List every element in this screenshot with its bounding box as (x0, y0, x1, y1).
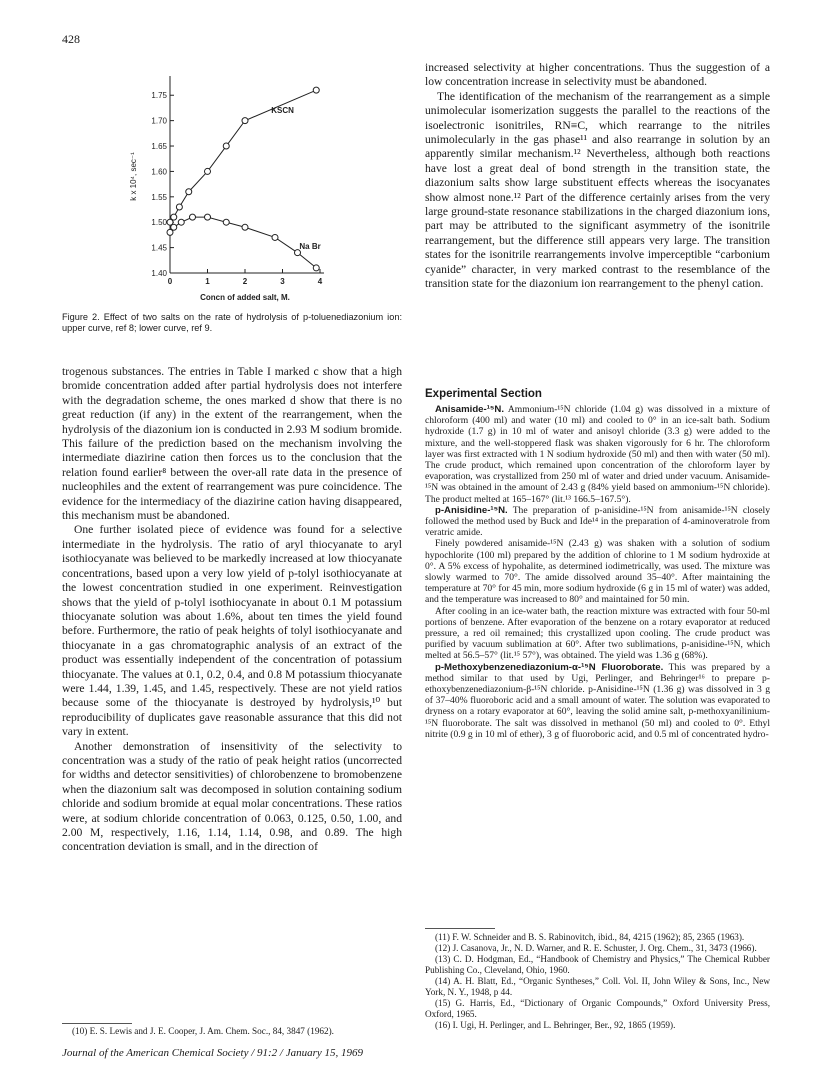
data-point (242, 224, 248, 230)
data-point (313, 265, 319, 271)
experimental-section (425, 388, 770, 740)
y-tick-label: 1.60 (151, 167, 167, 177)
data-point (171, 224, 177, 230)
y-tick-label: 1.70 (151, 116, 167, 126)
data-point (272, 234, 278, 240)
x-axis-label: Concn of added salt, M. (200, 293, 290, 302)
y-tick-label: 1.50 (151, 218, 167, 228)
y-tick-label: 1.55 (151, 192, 167, 202)
footnote-text: (10) E. S. Lewis and J. E. Cooper, J. Am. Chem. Soc., 84, 3847 (1962). (72, 1026, 334, 1036)
references-rule (425, 928, 495, 929)
series-label: Na Br (299, 242, 321, 252)
data-point (313, 87, 319, 93)
left-footnote (62, 1026, 402, 1037)
figure-2-chart (120, 58, 350, 308)
y-tick-label: 1.65 (151, 142, 167, 152)
figure-caption-text: Figure 2. Effect of two salts on the rate of hydrolysis of p-toluenediazonium ion: upper curve, ref 8; lower curve, ref 9. (62, 312, 402, 334)
y-tick-label: 1.40 (151, 269, 167, 278)
data-point (178, 219, 184, 225)
reference-item: (16) I. Ugi, H. Perlinger, and L. Behringer, Ber., 92, 1865 (1959). (435, 1020, 676, 1030)
paragraph: One further isolated piece of evidence was found for a selective intermediate in the hydrolysis. The ratio of aryl thiocyanate to aryl isothiocyanate was believed to be markedly increased at low thiocyanate concentrations, based upon a very low yield of p-tolyl isothiocyanate at the lowest concentration studied in one experiment. Reinvestigation shows that the yield of p-tolyl isothiocyanate in about 0.1 M potassium thiocyanate solution was about 1.6%, about ten times the yield found before. Furthermore, the ratio of peak heights of tolyl isothiocyanate and thiocyanate in a gas chromatographic analysis of an extract of the product was essentially independent of the concentration of potassium thiocyanate. The values at 0.1, 0.2, 0.4, and 0.8 M potassium thiocyanate were 1.44, 1.39, 1.45, and 1.45, respectively. These are not yield ratios because some of the thiocyanate is destroyed by hydrolysis,¹⁰ but reproducibility of duplicates gave reasonable assurance that this did not vary in extent. (62, 523, 402, 739)
references-list (425, 932, 770, 1031)
paragraph: trogenous substances. The entries in Table I marked c show that a high bromide concentration added after partial hydrolysis does not interfere with the degradation scheme, the ones marked d show that there is no great reduction (if any) in the extent of the rearrangement, when the hydrolysis of the diazonium ion is conducted in 2.93 M sodium bromide. This failure of the prediction based on the mechanism involving the intermediate diazirine cation then forces us to the conclusion that the relation found earlier⁸ between the over-all rate data in the presence of nucleophiles and the extent of rearrangement was pure coincidence. The evidence for the intermediacy of the diazirine cation having disappeared, this mechanism must be abandoned. (62, 365, 402, 523)
data-point (171, 214, 177, 220)
subsection-title: Anisamide-¹⁵N. (435, 404, 505, 415)
data-point (186, 189, 192, 195)
x-tick-label: 0 (167, 277, 173, 286)
left-column-body (62, 365, 402, 855)
paragraph: Finely powdered anisamide-¹⁵N (2.43 g) was shaken with a solution of sodium hypochlorite (100 ml) prepared by the addition of chlorine to 1 M sodium hydroxide at 0°. A 5% excess of hypohalite, as determined iodimetrically, was used. The mixture was slowly warmed to 70°. The amide dissolved around 35–40°. After maintaining the temperature at 70° for 45 min, more sodium hydroxide (6 g in 15 ml of water) was added, and the temperature was increased to 80° and maintained for 50 min. (425, 538, 770, 606)
data-point (176, 204, 182, 210)
y-axis-label: k x 10⁴, sec⁻¹ (129, 152, 138, 201)
reference-item: (13) C. D. Hodgman, Ed., “Handbook of Chemistry and Physics,” The Chemical Rubber Publishing Co., Cleveland, Ohio, 1960. (425, 954, 770, 975)
right-column-body (425, 61, 770, 292)
subsection-title: p-Anisidine-¹⁵N. (435, 504, 508, 516)
figure-caption (62, 312, 402, 335)
data-point (190, 214, 196, 220)
subsection-title: p-Methoxybenzenediazonium-α-¹⁵N Fluoroborate. (435, 661, 664, 673)
series-line-kscn (170, 90, 316, 222)
reference-item: (15) G. Harris, Ed., “Dictionary of Organic Compounds,” Oxford University Press, Oxford, 1965. (425, 998, 770, 1019)
paragraph: The preparation of p-anisidine-¹⁵N from anisamide-¹⁵N closely followed the method used by Buck and Ide¹⁴ in the preparation of 4-aminoveratrole from veratric amide. (425, 504, 771, 539)
reference-item: (14) A. H. Blatt, Ed., “Organic Syntheses,” Coll. Vol. II, John Wiley & Sons, Inc., New York, N. Y., 1948, p 44. (425, 976, 770, 997)
section-heading: Experimental Section (425, 388, 542, 400)
reference-item: (11) F. W. Schneider and B. S. Rabinovitch, ibid., 84, 4215 (1962); 85, 2365 (1963). (435, 932, 745, 942)
x-tick-label: 1 (205, 277, 210, 286)
y-tick-label: 1.75 (151, 91, 167, 101)
paragraph: The identification of the mechanism of the rearrangement as a simple unimolecular isomerization suggests the parallel to the reactions of the isoelectronic isonitriles, RN≡C, which rearrange to the nitriles unimolecularly in the gas phase¹¹ and also rearrange in solution by an apparently similar mechanism.¹² Nevertheless, although both reactions have lost a great deal of bond strength in the transition state, the diazonium salts show large substituent effects whereas the isocyanates show almost none.¹² Part of the difference certainly arises from the very large ground-state resonance stabilizations in the charged diazonium ions, part may be attributed to the significant asymmetry of the isonitrile rearrangement, but the difference still appears very large. The transition states for the isonitrile rearrangements involve imperceptible “carbonium cyanide” character, in very marked contrast to the resemblance of the transition state for the diazonium ion rearrangement to the phenyl cation. (425, 89, 770, 291)
y-tick-label: 1.45 (151, 243, 167, 253)
paragraph: Another demonstration of insensitivity of the selectivity to concentration was a study of the ratio of peak height ratios (uncorrected for widths and detector sensitivities) of chlorobenzene to bromobenzene when the diazonium salt was decomposed in solution containing sodium chloride and sodium bromide at equal molar concentrations. These ratios were, at sodium chloride concentration of 0.063, 0.125, 0.50, 1.00, and 2.00 M, respectively, 1.16, 1.14, 1.14, 0.98, and 0.89. The high concentration deviation is small, and in the direction of (62, 739, 402, 854)
paragraph: This was prepared by a method similar to that used by Ugi, Perlinger, and Behringer¹⁶ to prepare p-ethoxybenzenediazonium-β-¹⁵N chloride. p-Anisidine-¹⁵N (1.36 g) was dissolved in 3 g of 37–40% fluoroboric acid and a small amount of water. The solution was evaporated to dryness on a rotary evaporator at 60°, leaving the solid amine salt, p-methoxyanilinium-¹⁵N fluoroborate. The salt was dissolved in methanol (50 ml) and cooled to 0°. Ethyl nitrite (0.9 g in 10 ml of ether), 3 g of fluoroboric acid, and 0.5 ml of concentrated hydro- (425, 661, 770, 740)
x-tick-label: 4 (317, 277, 323, 286)
footnote-rule (62, 1023, 132, 1024)
data-point (205, 168, 211, 174)
data-point (223, 143, 229, 149)
x-tick-label: 3 (280, 277, 285, 286)
paragraph: After cooling in an ice-water bath, the reaction mixture was extracted with four 50-ml portions of benzene. After evaporation of the benzene on a rotary evaporator at reduced pressure, a red oil remained; this crystallized upon cooling. The crude product was purified by vacuum sublimation at 60°. After two sublimations, p-anisidine-¹⁵N, which melted at 56.5–57° (lit.¹⁵ 57°), was obtained. The yield was 1.36 g (68%). (425, 605, 770, 662)
series-label: KSCN (271, 106, 294, 116)
page-number: 428 (62, 32, 80, 46)
data-point (223, 219, 229, 225)
data-point (242, 118, 248, 124)
paragraph: increased selectivity at higher concentrations. Thus the suggestion of a low concentration increase in selectivity must be abandoned. (425, 61, 770, 89)
reference-item: (12) J. Casanova, Jr., N. D. Warner, and R. E. Schuster, J. Org. Chem., 31, 3473 (1966). (435, 943, 757, 953)
x-tick-label: 2 (242, 277, 248, 286)
paragraph: Ammonium-¹⁵N chloride (1.04 g) was dissolved in a mixture of chloroform (400 ml) and water (10 ml) and cooled to 0° in an ice-salt bath. Sodium hydroxide (1.7 g) in 10 ml of water and anisoyl chloride (3.3 g) were added to the mixture, and the well-stoppered flask was shaken vigorously for 6 hr. The chloroform layer was first extracted with 1 N sodium hydroxide (50 ml) and then with water (50 ml). The crude product, which remained upon concentration of the chloroform layer by evaporation, was crystallized from 250 ml of water and dried under vacuum. Anisamide-¹⁵N was obtained in the amount of 2.43 g (84% yield based on ammonium-¹⁵N chloride). The product melted at 165–167° (lit.¹³ 166.5–167.5°). (425, 404, 770, 505)
journal-footer: Journal of the American Chemical Society / 91:2 / January 15, 1969 (62, 1047, 364, 1059)
data-point (205, 214, 211, 220)
